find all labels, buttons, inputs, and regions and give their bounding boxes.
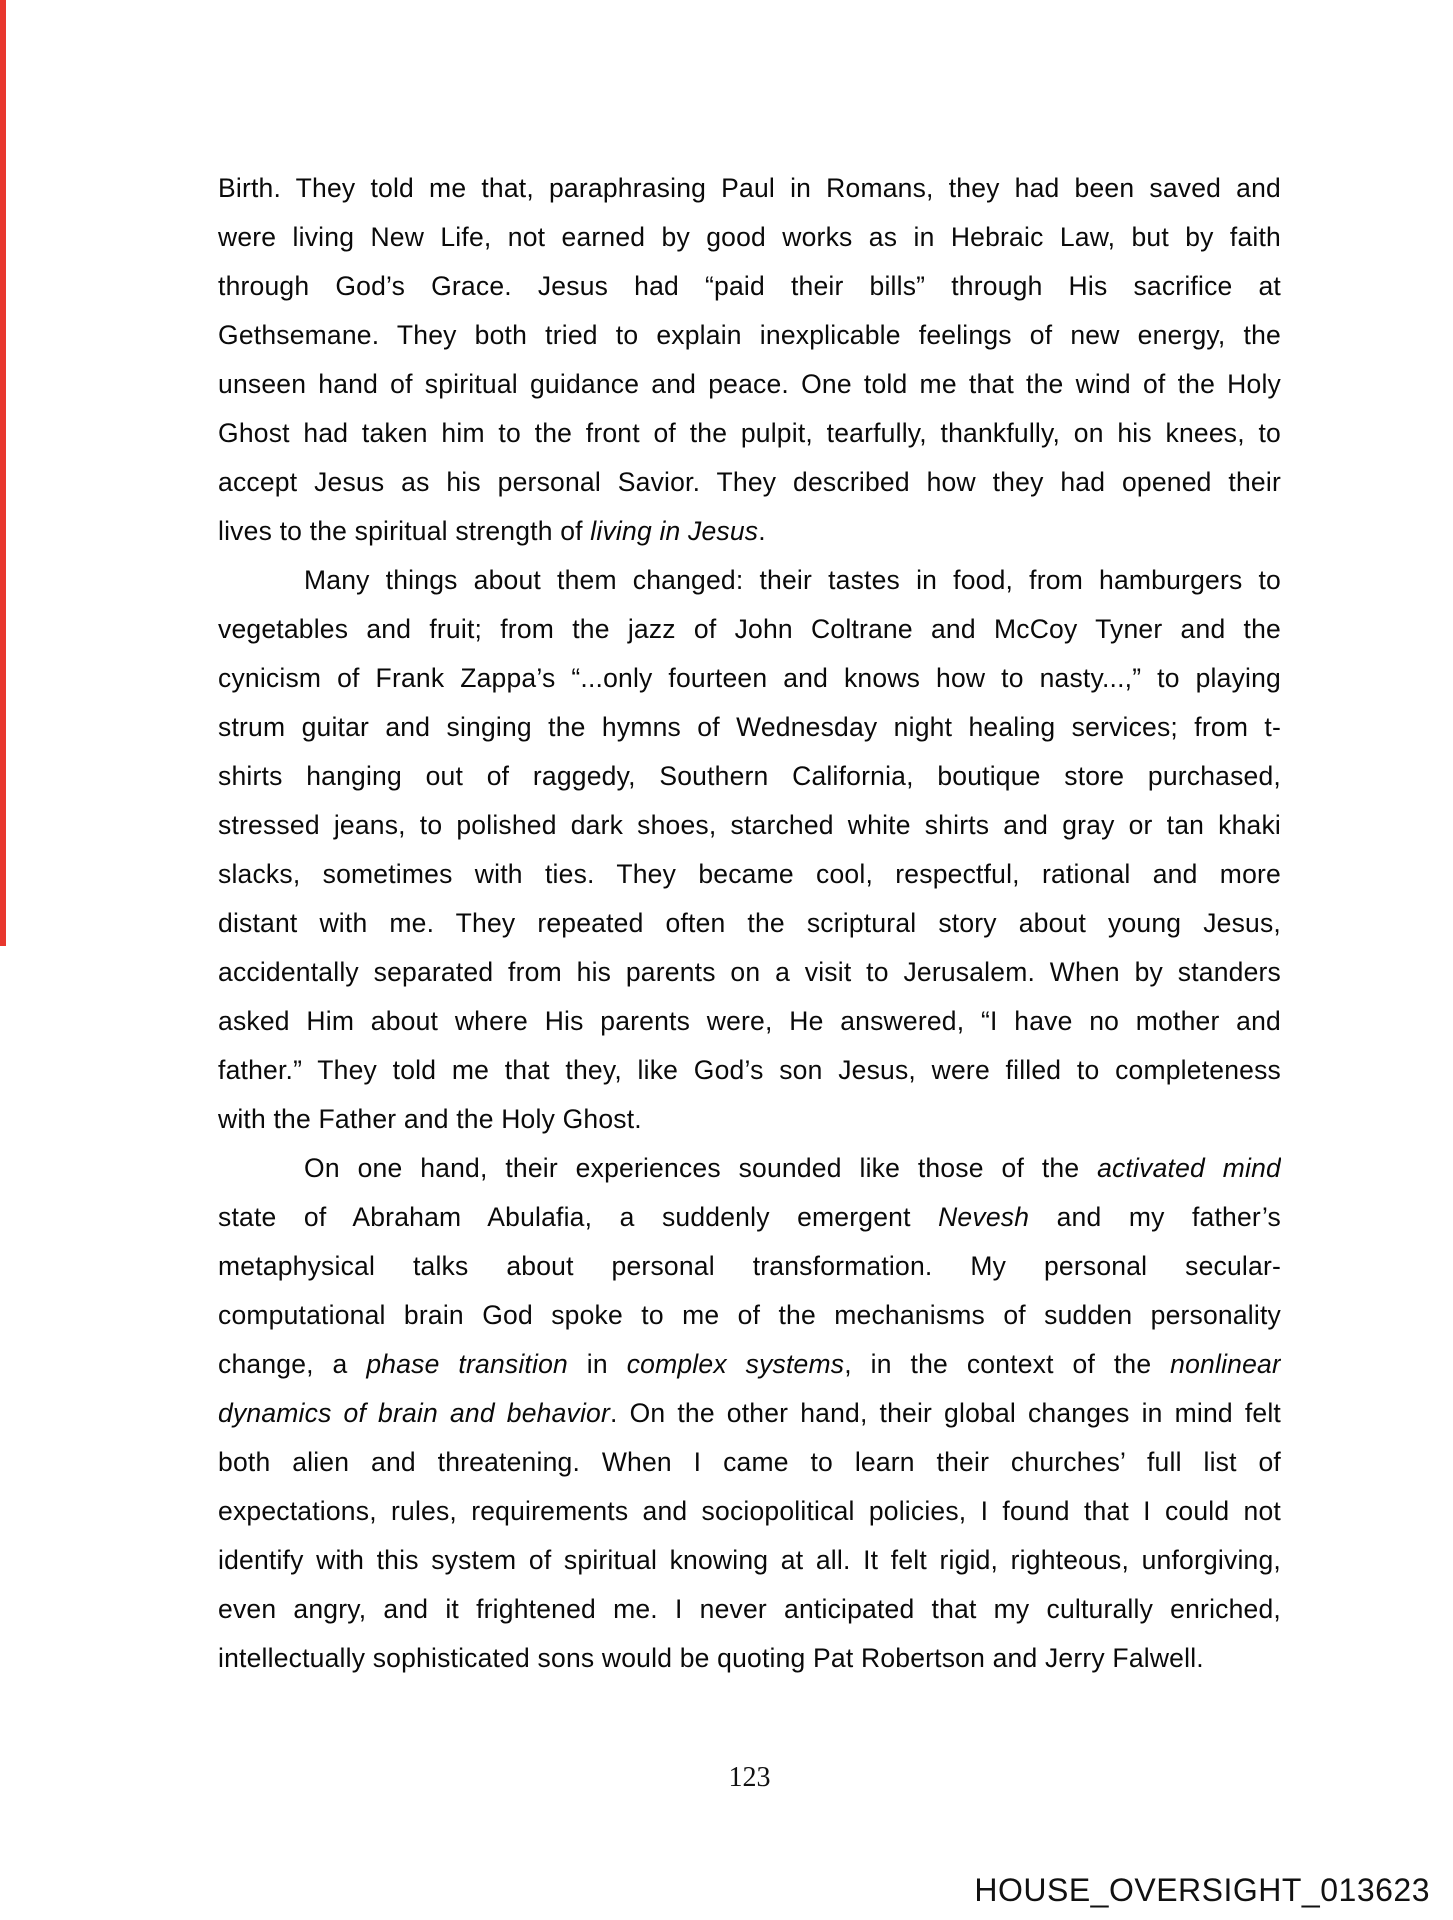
text-line: expectations, rules, requirements and sociopolitical policies, I found that I could not <box>218 1496 1281 1526</box>
text-line: slacks, sometimes with ties. They became cool, respectful, rational and more <box>218 859 1281 889</box>
text-line: even angry, and it frightened me. I never anticipated that my culturally enriched, <box>218 1594 1281 1624</box>
text-line: with the Father and the Holy Ghost. <box>218 1104 642 1134</box>
text-line: cynicism of Frank Zappa’s “...only fourteen and knows how to nasty...,” to playing <box>218 663 1281 693</box>
text-line: stressed jeans, to polished dark shoes, starched white shirts and gray or tan khaki <box>218 810 1281 840</box>
text-line: accept Jesus as his personal Savior. They described how they had opened their <box>218 467 1281 497</box>
text-line: strum guitar and singing the hymns of Wednesday night healing services; from t- <box>218 712 1281 742</box>
text-line: state of Abraham Abulafia, a suddenly emergent Nevesh and my father’s <box>218 1202 1281 1232</box>
text-line: through God’s Grace. Jesus had “paid their bills” through His sacrifice at <box>218 271 1281 301</box>
paragraph <box>218 164 1281 556</box>
text-line: were living New Life, not earned by good works as in Hebraic Law, but by faith <box>218 222 1281 252</box>
text-line: On one hand, their experiences sounded like those of the activated mind <box>304 1153 1281 1183</box>
text-line: asked Him about where His parents were, He answered, “I have no mother and <box>218 1006 1281 1036</box>
text-line: change, a phase transition in complex systems, in the context of the nonlinear <box>218 1349 1281 1379</box>
italic-phrase: living in Jesus <box>590 516 759 546</box>
text-line: Ghost had taken him to the front of the pulpit, tearfully, thankfully, on his knees, to <box>218 418 1281 448</box>
text-line: vegetables and fruit; from the jazz of John Coltrane and McCoy Tyner and the <box>218 614 1281 644</box>
text-line: unseen hand of spiritual guidance and peace. One told me that the wind of the Holy <box>218 369 1281 399</box>
text-block <box>218 164 1281 1683</box>
page-number: 123 <box>728 1762 771 1793</box>
red-margin-line <box>0 0 6 946</box>
italic-phrase: nonlinear <box>1170 1349 1281 1379</box>
text-line: intellectually sophisticated sons would be quoting Pat Robertson and Jerry Falwell. <box>218 1643 1204 1673</box>
text-line: Gethsemane. They both tried to explain inexplicable feelings of new energy, the <box>218 320 1281 350</box>
italic-phrase: Nevesh <box>938 1202 1030 1232</box>
italic-phrase: activated mind <box>1097 1153 1281 1183</box>
bates-stamp: HOUSE_OVERSIGHT_013623 <box>974 1872 1430 1908</box>
text-line: father.” They told me that they, like God’s son Jesus, were filled to completeness <box>218 1055 1281 1085</box>
italic-phrase: complex systems <box>626 1349 845 1379</box>
text-line: metaphysical talks about personal transformation. My personal secular- <box>218 1251 1281 1281</box>
paragraph <box>218 556 1281 1144</box>
italic-phrase: phase transition <box>366 1349 568 1379</box>
text-line: lives to the spiritual strength of living in Jesus. <box>218 516 766 546</box>
text-line: Many things about them changed: their tastes in food, from hamburgers to <box>304 565 1281 595</box>
text-line: Birth. They told me that, paraphrasing Paul in Romans, they had been saved and <box>218 173 1281 203</box>
text-line: accidentally separated from his parents on a visit to Jerusalem. When by standers <box>218 957 1281 987</box>
paragraph <box>218 1144 1281 1683</box>
text-line: distant with me. They repeated often the scriptural story about young Jesus, <box>218 908 1281 938</box>
text-line: dynamics of brain and behavior. On the other hand, their global changes in mind felt <box>218 1398 1281 1428</box>
text-line: shirts hanging out of raggedy, Southern California, boutique store purchased, <box>218 761 1281 791</box>
text-line: computational brain God spoke to me of the mechanisms of sudden personality <box>218 1300 1281 1330</box>
italic-phrase: dynamics of brain and behavior <box>218 1398 611 1428</box>
text-line: identify with this system of spiritual knowing at all. It felt rigid, righteous, unforgiving, <box>218 1545 1281 1575</box>
text-line: both alien and threatening. When I came to learn their churches’ full list of <box>218 1447 1281 1477</box>
